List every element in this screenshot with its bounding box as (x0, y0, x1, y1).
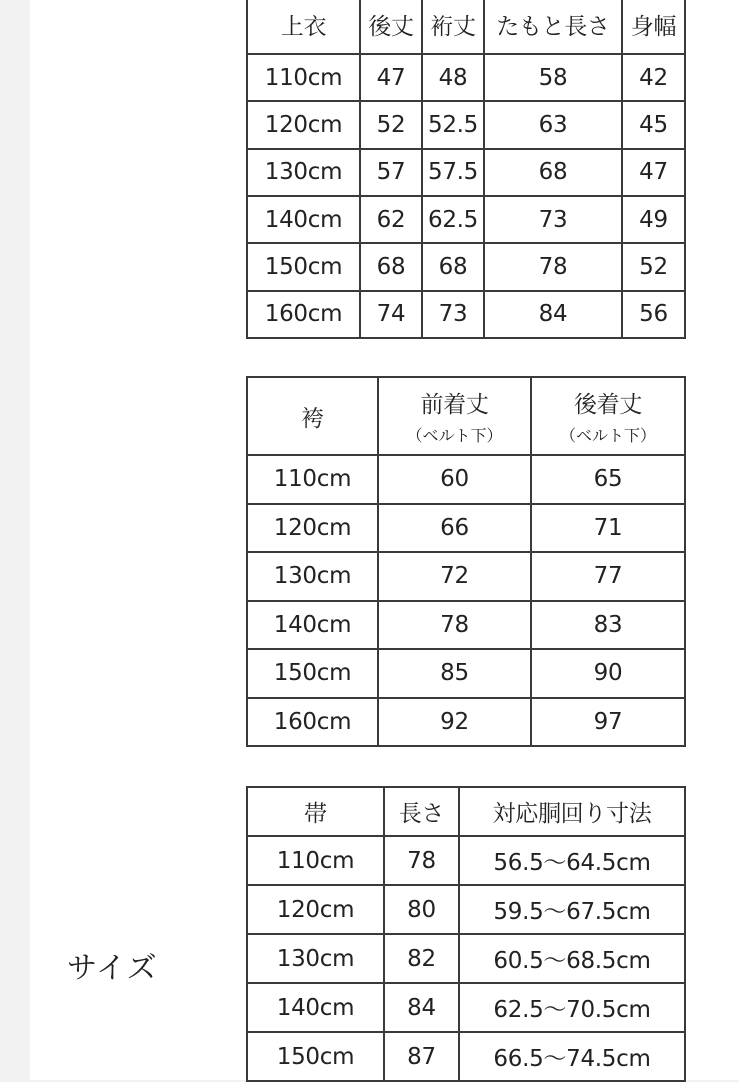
table-row (247, 983, 685, 1032)
table-row (247, 243, 685, 290)
value-cell: 57 (360, 149, 422, 196)
front-length-note: （ベルト下） (406, 426, 503, 445)
value-cell: 56 (622, 291, 685, 338)
header-cell: たもと長さ (484, 0, 622, 54)
value-cell: 52 (360, 101, 422, 148)
belt-size-table (246, 786, 686, 1082)
table-header-row (247, 0, 685, 54)
size-cell: 110cm (247, 455, 378, 504)
value-cell: 65 (531, 455, 685, 504)
table-row (247, 101, 685, 148)
size-cell: 150cm (247, 1032, 384, 1081)
header-cell: 長さ (384, 787, 459, 836)
table-row (247, 455, 685, 504)
table-row (247, 885, 685, 934)
table-row (247, 196, 685, 243)
table-row (247, 698, 685, 747)
value-cell: 97 (531, 698, 685, 747)
back-length-note: （ベルト下） (559, 426, 656, 445)
size-cell: 140cm (247, 983, 384, 1032)
size-cell: 120cm (247, 101, 360, 148)
value-cell: 80 (384, 885, 459, 934)
front-length-title: 前着丈 (420, 392, 489, 418)
value-cell: 66.5〜74.5cm (459, 1032, 685, 1081)
value-cell: 52.5 (422, 101, 484, 148)
value-cell: 62.5〜70.5cm (459, 983, 685, 1032)
header-cell (531, 377, 685, 455)
value-cell: 84 (484, 291, 622, 338)
table-row (247, 552, 685, 601)
size-cell: 130cm (247, 552, 378, 601)
value-cell: 58 (484, 54, 622, 101)
value-cell: 82 (384, 934, 459, 983)
header-cell: 対応胴回り寸法 (459, 787, 685, 836)
header-cell (378, 377, 531, 455)
size-cell: 110cm (247, 54, 360, 101)
size-cell: 150cm (247, 649, 378, 698)
value-cell: 68 (360, 243, 422, 290)
value-cell: 84 (384, 983, 459, 1032)
size-cell: 120cm (247, 885, 384, 934)
table-row (247, 836, 685, 885)
table-row (247, 54, 685, 101)
value-cell: 47 (622, 149, 685, 196)
value-cell: 56.5〜64.5cm (459, 836, 685, 885)
value-cell: 45 (622, 101, 685, 148)
value-cell: 78 (484, 243, 622, 290)
table-row (247, 649, 685, 698)
header-cell: 身幅 (622, 0, 685, 54)
value-cell: 47 (360, 54, 422, 101)
size-section-label: サイズ (67, 951, 158, 986)
size-cell: 160cm (247, 291, 360, 338)
size-cell: 120cm (247, 504, 378, 553)
header-cell: 上衣 (247, 0, 360, 54)
value-cell: 60 (378, 455, 531, 504)
value-cell: 62.5 (422, 196, 484, 243)
size-cell: 130cm (247, 149, 360, 196)
value-cell: 78 (378, 601, 531, 650)
header-cell: 裄丈 (422, 0, 484, 54)
value-cell: 60.5〜68.5cm (459, 934, 685, 983)
value-cell: 62 (360, 196, 422, 243)
value-cell: 90 (531, 649, 685, 698)
value-cell: 42 (622, 54, 685, 101)
header-cell: 後丈 (360, 0, 422, 54)
value-cell: 68 (484, 149, 622, 196)
value-cell: 92 (378, 698, 531, 747)
table-row (247, 504, 685, 553)
hakama-size-table (246, 376, 686, 747)
value-cell: 74 (360, 291, 422, 338)
jacket-size-table (246, 0, 686, 339)
value-cell: 66 (378, 504, 531, 553)
table-row (247, 1032, 685, 1081)
value-cell: 71 (531, 504, 685, 553)
value-cell: 57.5 (422, 149, 484, 196)
value-cell: 68 (422, 243, 484, 290)
table-row (247, 149, 685, 196)
size-cell: 110cm (247, 836, 384, 885)
table-row (247, 601, 685, 650)
table-header-row (247, 377, 685, 455)
header-cell: 帯 (247, 787, 384, 836)
value-cell: 83 (531, 601, 685, 650)
value-cell: 87 (384, 1032, 459, 1081)
back-length-title: 後着丈 (573, 392, 643, 418)
size-cell: 140cm (247, 196, 360, 243)
value-cell: 73 (484, 196, 622, 243)
table-row (247, 291, 685, 338)
value-cell: 52 (622, 243, 685, 290)
value-cell: 77 (531, 552, 685, 601)
size-cell: 140cm (247, 601, 378, 650)
value-cell: 73 (422, 291, 484, 338)
size-cell: 160cm (247, 698, 378, 747)
value-cell: 78 (384, 836, 459, 885)
size-cell: 130cm (247, 934, 384, 983)
size-cell: 150cm (247, 243, 360, 290)
value-cell: 72 (378, 552, 531, 601)
value-cell: 59.5〜67.5cm (459, 885, 685, 934)
value-cell: 49 (622, 196, 685, 243)
value-cell: 48 (422, 54, 484, 101)
table-row (247, 934, 685, 983)
value-cell: 63 (484, 101, 622, 148)
value-cell: 85 (378, 649, 531, 698)
table-header-row (247, 787, 685, 836)
header-cell: 袴 (247, 377, 378, 455)
